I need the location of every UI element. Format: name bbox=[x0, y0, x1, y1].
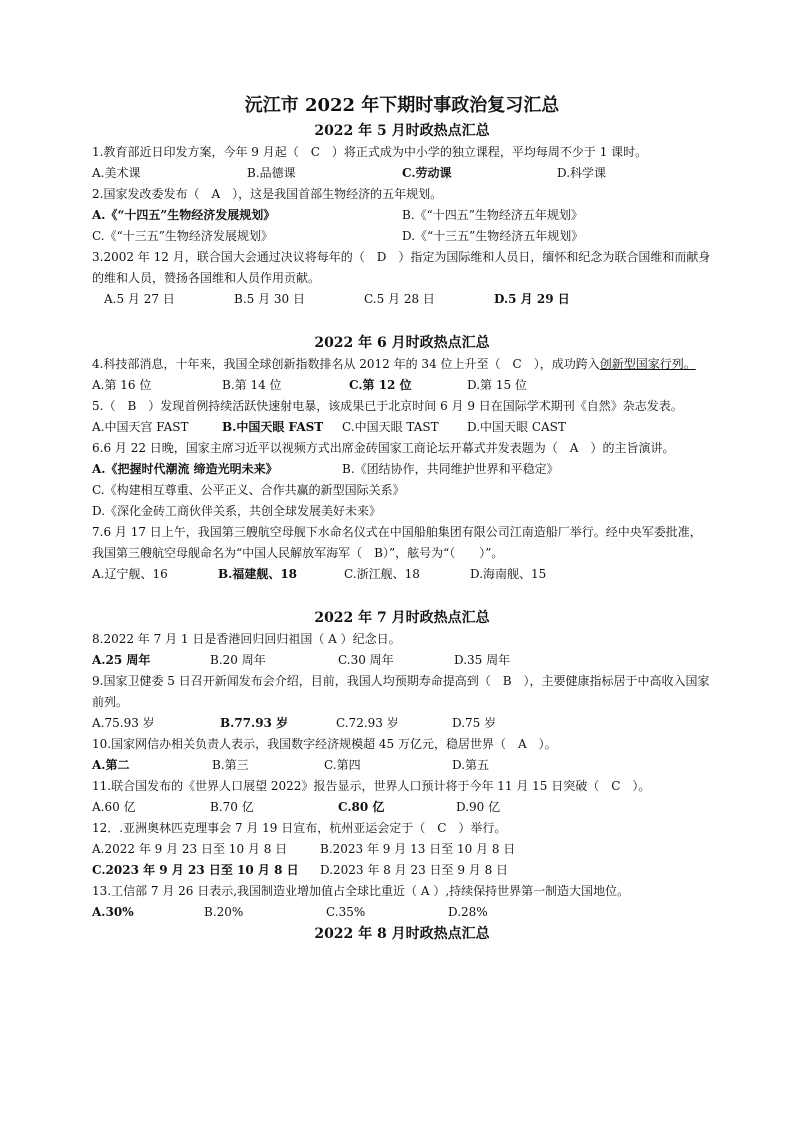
option-d: D.2023 年 8 月 23 日至 9 月 8 日 bbox=[320, 863, 509, 877]
section-title-june: 2022 年 6 月时政热点汇总 bbox=[314, 335, 490, 351]
document-page bbox=[92, 92, 712, 945]
question-11: 11.联合国发布的《世界人口展望 2022》报告显示，世界人口预计将于今年 11 月 15 日突破（ C ）。 bbox=[92, 779, 651, 793]
option-c-answer: C.80 亿 bbox=[338, 800, 385, 814]
question-1-options bbox=[92, 163, 712, 184]
question-12: 12．.亚洲奥林匹克理事会 7 月 19 日宣布，杭州亚运会定于（ C ）举行。 bbox=[92, 821, 507, 835]
option-d: D.《深化金砖工商伙伴关系，共创全球发展美好未来》 bbox=[92, 504, 382, 518]
option-a-answer: A.第二 bbox=[92, 758, 130, 772]
question-4-options bbox=[92, 375, 712, 396]
question-13: 13.工信部 7 月 26 日表示,我国制造业增加值占全球比重近（ A ）,持续保持世界第一制造大国地位。 bbox=[92, 884, 630, 898]
option-c-answer: C.第 12 位 bbox=[349, 378, 412, 392]
question-5: 5.（ B ）发现首例持续活跃快速射电暴，该成果已于北京时间 6 月 9 日在国际学术期刊《自然》杂志发表。 bbox=[92, 399, 683, 413]
question-6-option-c-row bbox=[92, 480, 712, 501]
question-8: 8.2022 年 7 月 1 日是香港回归回归祖国（ A ）纪念日。 bbox=[92, 632, 401, 646]
question-6-option-d-row bbox=[92, 501, 712, 522]
option-d: D.35 周年 bbox=[454, 653, 511, 667]
option-c: C.5 月 28 日 bbox=[364, 292, 435, 306]
option-b-answer: B.福建舰、18 bbox=[218, 567, 298, 581]
question-2-options-row1 bbox=[92, 205, 712, 226]
question-2-options-row2 bbox=[92, 226, 712, 247]
option-c: C.浙江舰、18 bbox=[344, 567, 420, 581]
option-b: B.20% bbox=[204, 905, 244, 919]
option-b: B.20 周年 bbox=[210, 653, 266, 667]
question-4-underlined: 创新型国家行列。 bbox=[599, 357, 696, 371]
option-a: A.60 亿 bbox=[92, 800, 136, 814]
option-b: B.《团结协作，共同维护世界和平稳定》 bbox=[342, 462, 559, 476]
question-10: 10.国家网信办相关负责人表示，我国数字经济规模超 45 万亿元，稳居世界（ A ）。 bbox=[92, 737, 557, 751]
option-b-answer: B.中国天眼 FAST bbox=[222, 420, 324, 434]
question-7: 7.6 月 17 日上午，我国第三艘航空母舰下水命名仪式在中国船舶集团有限公司江南造船厂举行。经中央军委批准，我国第三艘航空母舰命名为“中国人民解放军海军（ B）”，舷号为“（ ）”。 bbox=[92, 525, 702, 560]
option-a: A.2022 年 9 月 23 日至 10 月 8 日 bbox=[92, 842, 288, 856]
option-d: D.第 15 位 bbox=[467, 378, 527, 392]
question-1: 1.教育部近日印发方案，今年 9 月起（ C ）将正式成为中小学的独立课程，平均每周不少于 1 课时。 bbox=[92, 145, 648, 159]
option-b: B.5 月 30 日 bbox=[234, 292, 305, 306]
question-11-options bbox=[92, 797, 712, 818]
question-3: 3.2002 年 12 月，联合国大会通过决议将每年的（ D ）指定为国际维和人员日，缅怀和纪念为联合国维和而献身的维和人员，赞扬各国维和人员作用贡献。 bbox=[92, 250, 711, 285]
option-a: A.辽宁舰、16 bbox=[92, 567, 168, 581]
option-d: D.90 亿 bbox=[456, 800, 501, 814]
option-a-answer: A.25 周年 bbox=[92, 653, 151, 667]
question-7-options bbox=[92, 564, 712, 585]
option-c-answer: C.劳动课 bbox=[402, 166, 452, 180]
option-b: B.《“十四五”生物经济五年规划》 bbox=[402, 208, 583, 222]
option-c: C.35% bbox=[326, 905, 366, 919]
option-b: B.品德课 bbox=[247, 166, 296, 180]
question-12-options-row1 bbox=[92, 839, 712, 860]
option-d: D.28% bbox=[448, 905, 488, 919]
section-title-august: 2022 年 8 月时政热点汇总 bbox=[314, 926, 490, 942]
section-title-may: 2022 年 5 月时政热点汇总 bbox=[314, 123, 490, 139]
option-a-answer: A.《把握时代潮流 缔造光明未来》 bbox=[92, 462, 278, 476]
question-8-options bbox=[92, 650, 712, 671]
option-b: B.第 14 位 bbox=[222, 378, 282, 392]
option-c: C.第四 bbox=[324, 758, 361, 772]
option-b: B.2023 年 9 月 13 日至 10 月 8 日 bbox=[320, 842, 516, 856]
question-13-options bbox=[92, 902, 712, 923]
spacer bbox=[92, 585, 712, 607]
question-4 bbox=[92, 354, 712, 375]
document-title: 沅江市 2022 年下期时事政治复习汇总 bbox=[244, 95, 560, 116]
question-3-options bbox=[92, 289, 712, 310]
question-10-options bbox=[92, 755, 712, 776]
question-5-options bbox=[92, 417, 712, 438]
option-a-answer: A.《“十四五”生物经济发展规划》 bbox=[92, 208, 276, 222]
option-a: A.美术课 bbox=[92, 166, 141, 180]
question-6: 6.6 月 22 日晚，国家主席习近平以视频方式出席金砖国家工商论坛开幕式并发表题为（ A ）的主旨演讲。 bbox=[92, 441, 675, 455]
section-title-july: 2022 年 7 月时政热点汇总 bbox=[314, 610, 490, 626]
option-d: D.第五 bbox=[452, 758, 490, 772]
option-b-answer: B.77.93 岁 bbox=[220, 716, 289, 730]
option-a: A.5 月 27 日 bbox=[104, 292, 175, 306]
option-a: A.75.93 岁 bbox=[92, 716, 155, 730]
option-d: D.海南舰、15 bbox=[470, 567, 547, 581]
spacer bbox=[92, 310, 712, 332]
option-c: C.72.93 岁 bbox=[336, 716, 399, 730]
option-c: C.中国天眼 TAST bbox=[342, 420, 439, 434]
option-d: D.中国天眼 CAST bbox=[467, 420, 566, 434]
option-b: B.70 亿 bbox=[210, 800, 254, 814]
option-d: D.75 岁 bbox=[452, 716, 497, 730]
question-6-options-row1 bbox=[92, 459, 712, 480]
option-c-answer: C.2023 年 9 月 23 日至 10 月 8 日 bbox=[92, 863, 299, 877]
option-d: D.科学课 bbox=[557, 166, 607, 180]
option-b: B.第三 bbox=[212, 758, 249, 772]
option-c: C.《构建相互尊重、公平正义、合作共赢的新型国际关系》 bbox=[92, 483, 405, 497]
option-a-answer: A.30% bbox=[92, 905, 134, 919]
option-a: A.中国天宫 FAST bbox=[92, 420, 189, 434]
question-12-options-row2 bbox=[92, 860, 712, 881]
option-d-answer: D.5 月 29 日 bbox=[494, 292, 570, 306]
question-9: 9.国家卫健委 5 日召开新闻发布会介绍，目前，我国人均预期寿命提高到（ B ），主要健康指标居于中高收入国家前列。 bbox=[92, 674, 710, 709]
option-a: A.第 16 位 bbox=[92, 378, 152, 392]
option-d: D.《“十三五”生物经济五年规划》 bbox=[402, 229, 584, 243]
question-2: 2.国家发改委发布（ A ），这是我国首部生物经济的五年规划。 bbox=[92, 187, 443, 201]
option-c: C.30 周年 bbox=[338, 653, 394, 667]
question-9-options bbox=[92, 713, 712, 734]
option-c: C.《“十三五”生物经济发展规划》 bbox=[92, 229, 273, 243]
question-4-text: 4.科技部消息，十年来，我国全球创新指数排名从 2012 年的 34 位上升至（ C ），成功跨入 bbox=[92, 357, 600, 371]
